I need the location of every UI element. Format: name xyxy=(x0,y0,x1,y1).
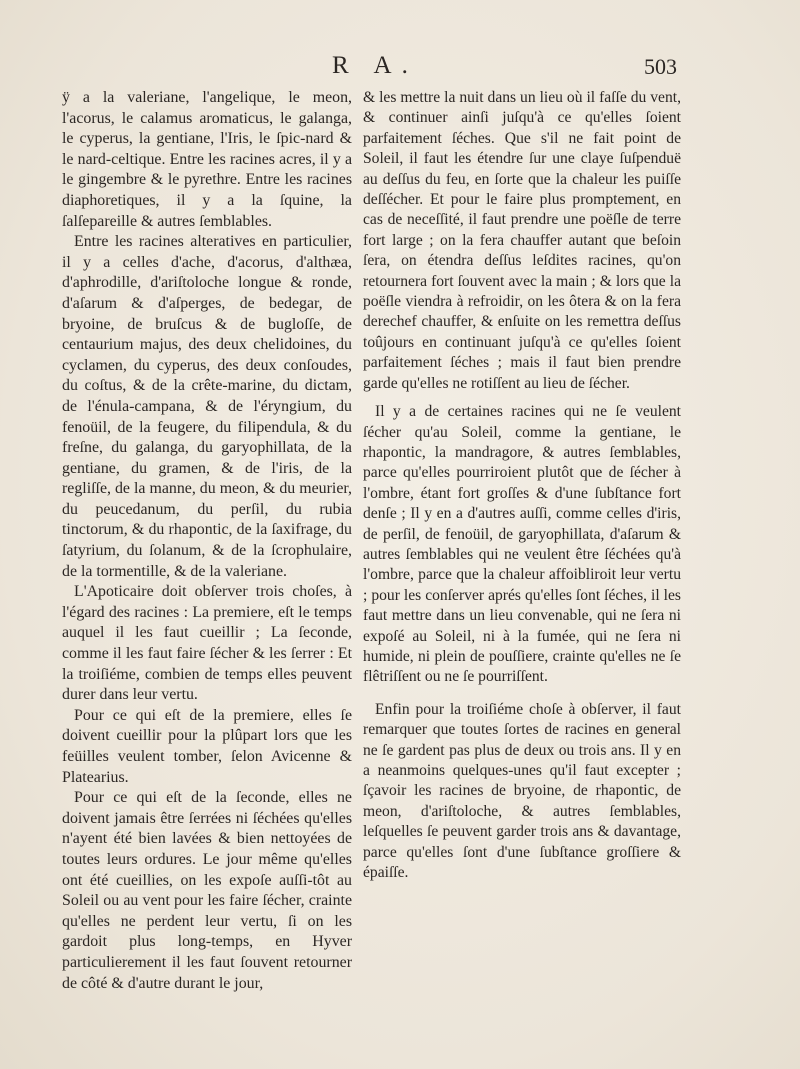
page-header xyxy=(0,52,800,82)
page-number: 503 xyxy=(644,54,677,79)
paragraph: Il y a de certaines racines qui ne ſe veulent ſécher qu'au Soleil, comme la gentiane, le rhapontic, la mandragore, & autres ſemblables, parce qu'elles pourriroient plutôt que de ſécher à l'ombre, étant fort groſſes & d'une ſubſtance fort denſe ; Il y en a d'autres auſſi, comme celles d'iris, de perſil, de fenoüil, de garyophillata, d'aſarum & autres ſemblables qui ne veulent être ſéchées qu'à l'ombre, parce que la chaleur affoibliroit leur vertu ; pour les conſerver aprés qu'elles ſont ſéches, il les faut mettre dans un lieu convenable, qui ne ſera ni expoſé au Soleil, ni à la fumée, qui ne ſera ni humide, ni plein de pouſſiere, crainte qu'elles ne ſe flêtriſſent ou ne ſe pourriſſent. xyxy=(363,403,681,686)
paragraph: Enfin pour la troiſiéme choſe à obſerver, il faut remarquer que toutes ſortes de racines en general ne ſe gardent pas plus de deux ou trois ans. Il y en a neanmoins quelques-unes qu'il faut excepter ; ſçavoir les racines de bryoine, de rhapontic, de meon, d'ariſtoloche, & autres ſemblables, leſquelles ſe peuvent garder trois ans & davantage, parce qu'elles ſont d'une ſubſtance groſſiere & épaiſſe. xyxy=(363,700,681,882)
left-column xyxy=(62,88,352,994)
running-head: R A. xyxy=(332,52,418,79)
paragraph: ÿ a la valeriane, l'angelique, le meon, l'acorus, le calamus aromaticus, le galanga, le cyperus, la gentiane, l'Iris, le ſpic-nard & le nard-celtique. Entre les racines acres, il y a le gingembre & le pyrethre. Entre les racines diaphoretiques, il y a la ſquine, la ſalſepareille & autres ſemblables. xyxy=(62,89,352,230)
paragraph: & les mettre la nuit dans un lieu où il faſſe du vent, & continuer ainſi juſqu'à ce qu'elles ſoient parfaitement ſéches. Que s'il ne fait point de Soleil, il faut les étendre ſur une claye ſuſpenduë au deſſus du feu, en ſorte que la chaleur les puiſſe deſſécher. Et pour le faire plus promptement, en cas de neceſſité, il faut prendre une poëſle de terre fort large ; on la fera chauffer autant que beſoin ſera, on étendra deſſus leſdites racines, qu'on retournera fort ſouvent avec la main ; & lors que la poëſle viendra à refroidir, on les ôtera & on la fera derechef chauffer, & enſuite on les remettra deſſus toûjours en continuant juſqu'à ce qu'elles ſoient parfaitement ſéches ; mais il faut bien prendre garde qu'elles ne rotiſſent au lieu de ſécher. xyxy=(363,89,681,392)
right-column xyxy=(363,88,681,883)
paragraph: Entre les racines alteratives en particulier, il y a celles d'ache, d'acorus, d'althæa, d'aphrodille, d'ariſtoloche longue & ronde, d'aſarum & d'aſperges, de bedegar, de bryoine, de bruſcus & de bugloſſe, de centaurium majus, des deux chelidoines, du cyclamen, du cyperus, des deux conſoudes, du coſtus, & de la crête-marine, du dictam, de l'énula-campana, & de l'éryngium, du fenoüil, de la feugere, du filipendula, & du freſne, du galanga, du garyophillata, de la gentiane, du gramen, & de l'iris, de la regliſſe, de la manne, du meon, & du meurier, du peucedanum, du perſil, du rubia tinctorum, & du rhapontic, de la ſaxifrage, du ſatyrium, du ſolanum, & de la ſcrophulaire, de la tormentille, & de la valeriane. xyxy=(62,233,352,580)
paragraph: Pour ce qui eſt de la premiere, elles ſe doivent cueillir pour la plûpart lors que les feüilles veulent tomber, ſelon Avicenne & Platearius. xyxy=(62,706,352,786)
paragraph: Pour ce qui eſt de la ſeconde, elles ne doivent jamais être ſerrées ni ſéchées qu'elles n'ayent été bien lavées & bien nettoyées de toutes leurs ordures. Le jour même qu'elles ont été cueillies, on les expoſe auſſi-tôt au Soleil ou au vent pour les faire ſécher, crainte qu'elles ne perdent leur vertu, ſi on les gardoit plus long-temps, en Hyver particulierement il les faut ſouvent retourner de côté & d'autre durant le jour, xyxy=(62,789,352,992)
paragraph: L'Apoticaire doit obſerver trois choſes, à l'égard des racines : La premiere, eſt le temps auquel il les faut cueillir ; La ſeconde, comme il les faut faire ſécher & les ſerrer : Et la troiſiéme, combien de temps elles peuvent durer dans leur vertu. xyxy=(62,583,352,704)
